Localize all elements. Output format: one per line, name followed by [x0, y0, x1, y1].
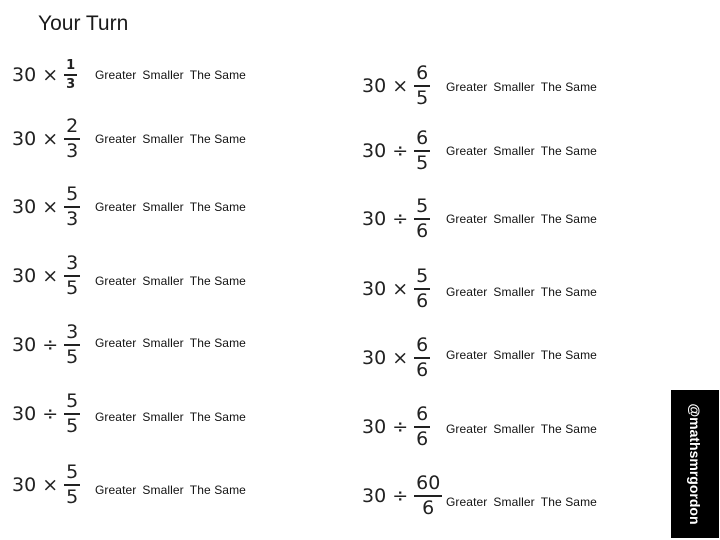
answer-choices-left-5 [95, 336, 246, 350]
numerator: 6 [416, 334, 429, 357]
numerator: 6 [416, 403, 429, 426]
operator: ÷ [392, 485, 409, 507]
whole-number: 30 [362, 75, 387, 97]
operator: × [42, 196, 59, 218]
answer-choices-left-4 [95, 274, 246, 288]
the-same-option[interactable]: The Same [189, 483, 246, 497]
answer-choices-right-3 [446, 212, 597, 226]
whole-number: 30 [12, 128, 37, 150]
smaller-option[interactable]: Smaller [493, 495, 535, 509]
operator: ÷ [42, 334, 59, 356]
expression [362, 333, 430, 383]
operator: × [392, 347, 409, 369]
denominator: 5 [416, 86, 429, 109]
whole-number: 30 [362, 140, 387, 162]
expression [12, 389, 80, 439]
greater-option[interactable]: Greater [95, 132, 137, 146]
numerator: 5 [416, 195, 429, 218]
answer-choices-left-2 [95, 132, 246, 146]
answer-choices-right-1 [446, 80, 597, 94]
denominator: 3 [66, 207, 79, 230]
denominator: 5 [66, 414, 79, 437]
whole-number: 30 [12, 403, 37, 425]
the-same-option[interactable]: The Same [540, 144, 597, 158]
numerator: 6 [416, 127, 429, 150]
operator: × [392, 278, 409, 300]
smaller-option[interactable]: Smaller [142, 200, 184, 214]
expression [362, 402, 430, 452]
expression [12, 50, 77, 100]
watermark-banner [671, 390, 719, 538]
answer-choices-right-6 [446, 422, 597, 436]
fraction [414, 64, 430, 108]
smaller-option[interactable]: Smaller [493, 285, 535, 299]
greater-option[interactable]: Greater [95, 274, 137, 288]
the-same-option[interactable]: The Same [540, 348, 597, 362]
numerator: 5 [66, 461, 79, 484]
denominator: 5 [66, 485, 79, 508]
smaller-option[interactable]: Smaller [142, 336, 184, 350]
expression [362, 126, 430, 176]
numerator: 3 [66, 321, 79, 344]
whole-number: 30 [362, 208, 387, 230]
whole-number: 30 [12, 64, 37, 86]
answer-choices-left-1 [95, 68, 246, 82]
whole-number: 30 [362, 416, 387, 438]
numerator: 5 [66, 390, 79, 413]
denominator: 6 [416, 289, 429, 312]
smaller-option[interactable]: Smaller [142, 132, 184, 146]
fraction [64, 392, 80, 436]
operator: × [392, 75, 409, 97]
operator: ÷ [392, 208, 409, 230]
answer-choices-right-7 [446, 495, 597, 509]
smaller-option[interactable]: Smaller [142, 483, 184, 497]
answer-choices-left-3 [95, 200, 246, 214]
greater-option[interactable]: Greater [446, 144, 488, 158]
the-same-option[interactable]: The Same [189, 200, 246, 214]
expression [362, 194, 430, 244]
denominator: 6 [416, 358, 429, 381]
operator: × [42, 265, 59, 287]
page-title: Your Turn [38, 12, 129, 35]
smaller-option[interactable]: Smaller [493, 422, 535, 436]
numerator: 6 [416, 62, 429, 85]
answer-choices-left-6 [95, 410, 246, 424]
fraction [414, 336, 430, 380]
whole-number: 30 [362, 278, 387, 300]
smaller-option[interactable]: Smaller [142, 68, 184, 82]
the-same-option[interactable]: The Same [189, 132, 246, 146]
numerator: 2 [66, 115, 79, 138]
operator: ÷ [392, 416, 409, 438]
greater-option[interactable]: Greater [446, 422, 488, 436]
expression [362, 471, 442, 521]
whole-number: 30 [362, 347, 387, 369]
fraction [414, 267, 430, 311]
the-same-option[interactable]: The Same [189, 274, 246, 288]
denominator: 5 [416, 151, 429, 174]
greater-option[interactable]: Greater [446, 285, 488, 299]
fraction [414, 129, 430, 173]
fraction [64, 117, 80, 161]
answer-choices-right-5 [446, 348, 597, 362]
fraction [414, 405, 430, 449]
smaller-option[interactable]: Smaller [142, 410, 184, 424]
greater-option[interactable]: Greater [95, 200, 137, 214]
answer-choices-right-2 [446, 144, 597, 158]
smaller-option[interactable]: Smaller [142, 274, 184, 288]
numerator: 60 [416, 472, 441, 495]
expression [12, 460, 80, 510]
the-same-option[interactable]: The Same [540, 285, 597, 299]
denominator: 6 [416, 219, 429, 242]
denominator: 6 [416, 427, 429, 450]
expression [362, 264, 430, 314]
the-same-option[interactable]: The Same [189, 410, 246, 424]
smaller-option[interactable]: Smaller [493, 212, 535, 226]
denominator: 3 [66, 139, 79, 162]
fraction [64, 185, 80, 229]
fraction [64, 254, 80, 298]
greater-option[interactable]: Greater [446, 495, 488, 509]
numerator: 5 [66, 183, 79, 206]
the-same-option[interactable]: The Same [189, 336, 246, 350]
greater-option[interactable]: Greater [446, 80, 488, 94]
numerator: 5 [416, 265, 429, 288]
numerator: 3 [66, 252, 79, 275]
the-same-option[interactable]: The Same [540, 422, 597, 436]
whole-number: 30 [362, 485, 387, 507]
greater-option[interactable]: Greater [446, 212, 488, 226]
expression [12, 320, 80, 370]
whole-number: 30 [12, 196, 37, 218]
fraction [64, 59, 77, 91]
the-same-option[interactable]: The Same [540, 495, 597, 509]
smaller-option[interactable]: Smaller [493, 80, 535, 94]
greater-option[interactable]: Greater [95, 483, 137, 497]
watermark-text: @mathsmrgordon [687, 403, 703, 525]
denominator: 5 [66, 345, 79, 368]
greater-option[interactable]: Greater [95, 68, 137, 82]
whole-number: 30 [12, 265, 37, 287]
whole-number: 30 [12, 474, 37, 496]
operator: ÷ [392, 140, 409, 162]
smaller-option[interactable]: Smaller [493, 144, 535, 158]
fraction [64, 463, 80, 507]
fraction [414, 197, 430, 241]
operator: × [42, 64, 59, 86]
fraction [64, 323, 80, 367]
numerator: 1 [66, 58, 76, 74]
expression [362, 61, 430, 111]
smaller-option[interactable]: Smaller [493, 348, 535, 362]
greater-option[interactable]: Greater [95, 336, 137, 350]
operator: ÷ [42, 403, 59, 425]
denominator: 5 [66, 276, 79, 299]
expression [12, 182, 80, 232]
greater-option[interactable]: Greater [95, 410, 137, 424]
fraction [414, 474, 442, 518]
answer-choices-left-7 [95, 483, 246, 497]
operator: × [42, 128, 59, 150]
expression [12, 114, 80, 164]
the-same-option[interactable]: The Same [540, 80, 597, 94]
operator: × [42, 474, 59, 496]
denominator: 3 [66, 76, 76, 92]
whole-number: 30 [12, 334, 37, 356]
the-same-option[interactable]: The Same [189, 68, 246, 82]
greater-option[interactable]: Greater [446, 348, 488, 362]
the-same-option[interactable]: The Same [540, 212, 597, 226]
expression [12, 251, 80, 301]
answer-choices-right-4 [446, 285, 597, 299]
denominator: 6 [422, 496, 435, 519]
